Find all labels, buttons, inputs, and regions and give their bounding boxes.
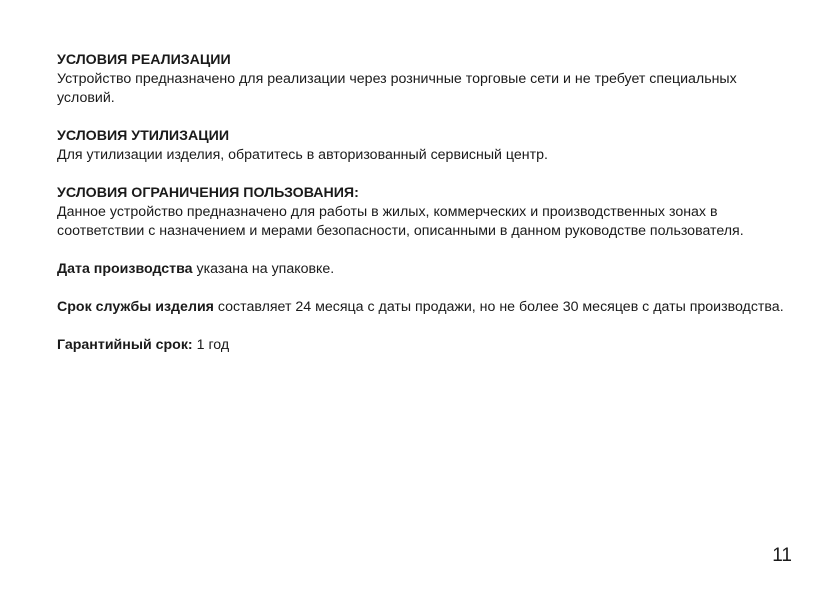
production-date-paragraph [57, 260, 792, 279]
disposal-conditions-text: Для утилизации изделия, обратитесь в авторизованный сервисный центр. [57, 147, 548, 163]
service-life-text: составляет 24 месяца с даты продажи, но не более 30 месяцев с даты производства. [213, 299, 784, 315]
page-number: 11 [772, 545, 792, 566]
warranty-text: 1 год [192, 337, 230, 353]
disposal-conditions-section [57, 127, 792, 165]
disposal-conditions-heading: УСЛОВИЯ УТИЛИЗАЦИИ [57, 128, 230, 144]
document-body [57, 51, 792, 374]
service-life-label: Срок службы изделия [57, 299, 214, 315]
production-date-text: указана на упаковке. [192, 261, 335, 277]
usage-restrictions-section [57, 184, 792, 241]
production-date-label: Дата производства [57, 261, 193, 277]
warranty-label: Гарантийный срок: [57, 337, 193, 353]
warranty-paragraph [57, 336, 792, 355]
service-life-paragraph [57, 298, 792, 317]
sales-conditions-text: Устройство предназначено для реализации через розничные торговые сети и не требует специальных условий. [57, 71, 737, 106]
usage-restrictions-text: Данное устройство предназначено для работы в жилых, коммерческих и производственных зонах в соответствии с назначением и мерами безопасности, описанными в данном руководстве пользователя. [57, 204, 744, 239]
sales-conditions-section [57, 51, 792, 108]
usage-restrictions-heading: УСЛОВИЯ ОГРАНИЧЕНИЯ ПОЛЬЗОВАНИЯ: [57, 185, 359, 201]
sales-conditions-heading: УСЛОВИЯ РЕАЛИЗАЦИИ [57, 52, 231, 68]
